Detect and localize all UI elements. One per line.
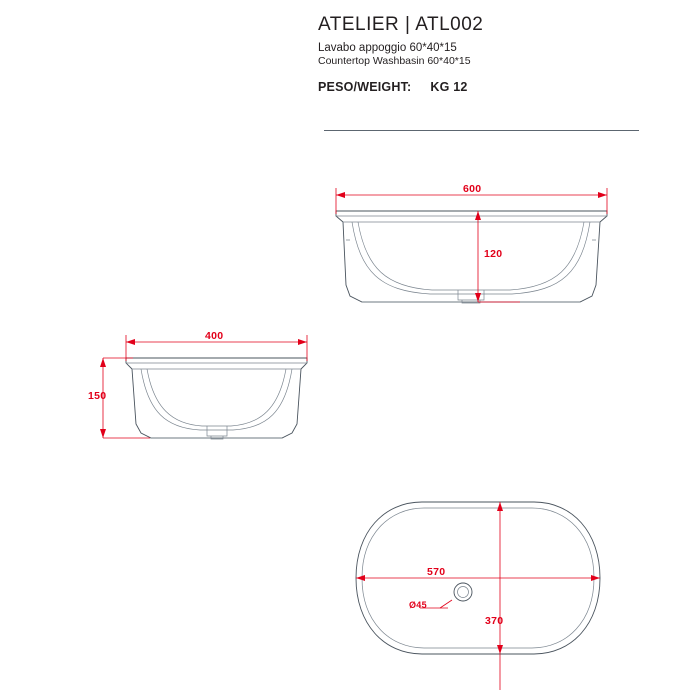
front-width-dimension-label: 600 <box>463 183 482 195</box>
side-height-dimension-label: 150 <box>88 390 107 402</box>
page-title: ATELIER | ATL002 <box>318 14 484 35</box>
plan-depth-dimension <box>497 502 503 690</box>
subtitle-italian: Lavabo appoggio 60*40*15 <box>318 42 457 54</box>
plan-length-dimension <box>356 575 600 581</box>
plan-length-dimension-label: 570 <box>427 566 446 578</box>
front-height-dimension-label: 120 <box>484 248 503 260</box>
side-elevation-geometry <box>126 358 307 439</box>
drain-diameter-label: Ø45 <box>409 600 427 610</box>
plan-depth-dimension-label: 370 <box>485 615 504 627</box>
subtitle-english: Countertop Washbasin 60*40*15 <box>318 55 471 67</box>
weight-value: KG 12 <box>430 80 468 94</box>
side-width-dimension-label: 400 <box>205 330 224 342</box>
front-elevation-geometry <box>336 211 607 303</box>
weight-label: PESO/WEIGHT: <box>318 80 412 94</box>
side-height-dimension <box>100 358 150 438</box>
